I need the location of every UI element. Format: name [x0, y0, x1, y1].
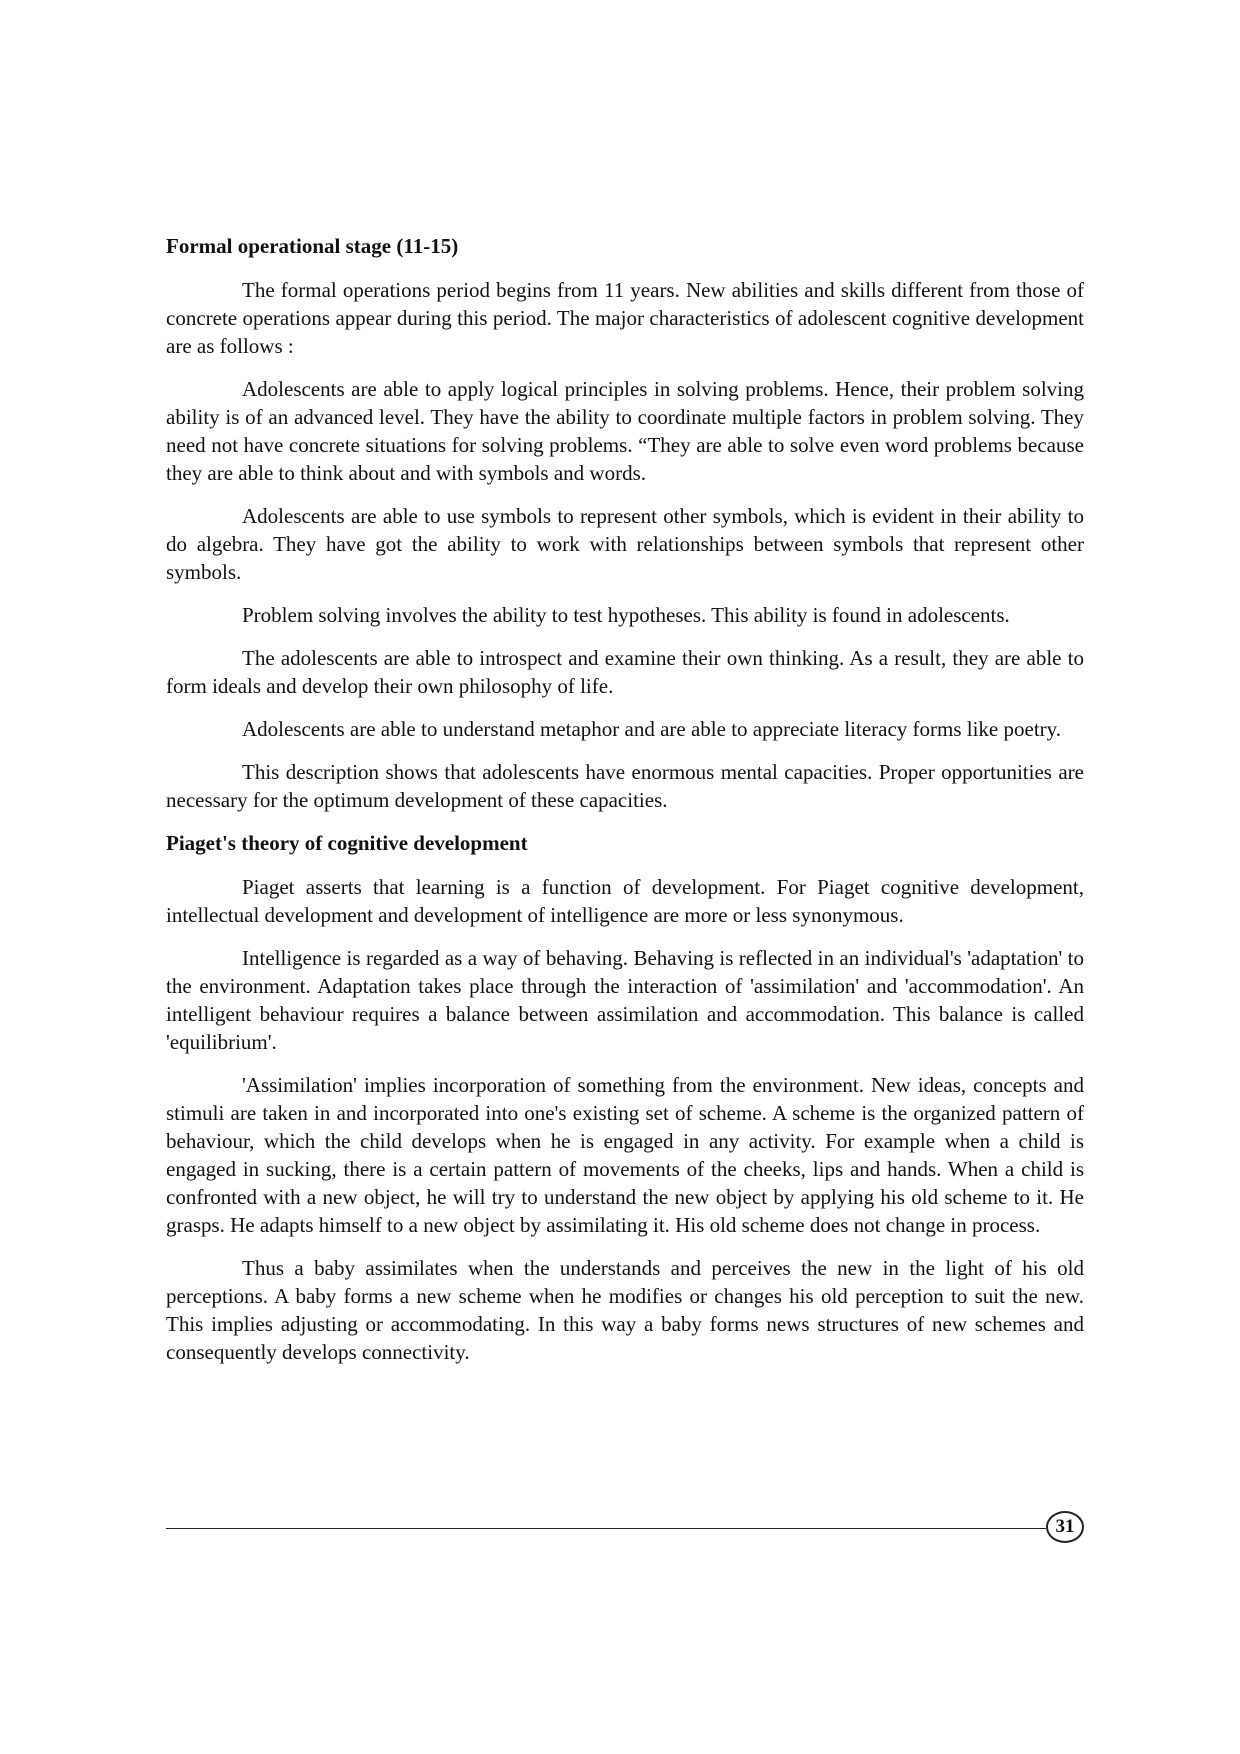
paragraph: Adolescents are able to use symbols to represent other symbols, which is evident in their ability to do algebra. They have got the ability to work with relationships between symbols that represent other symbols. — [166, 504, 1084, 584]
paragraph: Adolescents are able to apply logical principles in solving problems. Hence, their problem solving ability is of an advanced level. They have the ability to coordinate multiple factors in problem solving. They need not have concrete situations for solving problems. “They are able to solve even word problems because they are able to think about and with symbols and words. — [166, 377, 1084, 485]
paragraph: Thus a baby assimilates when the understands and perceives the new in the light of his old perceptions. A baby forms a new scheme when he modifies or changes his old perception to suit the new. This implies adjusting or accommodating. In this way a baby forms news structures of new schemes and consequently develops connectivity. — [166, 1256, 1084, 1364]
section-heading-formal-operational: Formal operational stage (11-15) — [166, 234, 459, 258]
paragraph: This description shows that adolescents have enormous mental capacities. Proper opportunities are necessary for the optimum development of these capacities. — [166, 760, 1084, 812]
paragraph: 'Assimilation' implies incorporation of something from the environment. New ideas, concepts and stimuli are taken in and incorporated into one's existing set of scheme. A scheme is the organized pattern of behaviour, which the child develops when he is engaged in any activity. For example when a child is engaged in sucking, there is a certain pattern of movements of the cheeks, lips and hands. When a child is confronted with a new object, he will try to understand the new object by applying his old scheme to it. He grasps. He adapts himself to a new object by assimilating it. His old scheme does not change in process. — [166, 1073, 1084, 1237]
paragraph: Problem solving involves the ability to test hypotheses. This ability is found in adolescents. — [242, 603, 1010, 627]
paragraph: Piaget asserts that learning is a function of development. For Piaget cognitive development, intellectual development and development of intelligence are more or less synonymous. — [166, 875, 1084, 927]
paragraph: The formal operations period begins from 11 years. New abilities and skills different from those of concrete operations appear during this period. The major characteristics of adolescent cognitive development are as follows : — [166, 278, 1084, 358]
paragraph: The adolescents are able to introspect and examine their own thinking. As a result, they are able to form ideals and develop their own philosophy of life. — [166, 646, 1084, 698]
footer-divider — [166, 1528, 1046, 1529]
page-number-badge: 31 — [1046, 1511, 1084, 1543]
section-heading-piaget-theory: Piaget's theory of cognitive development — [166, 831, 528, 855]
page-body — [166, 232, 1084, 1381]
paragraph: Adolescents are able to understand metaphor and are able to appreciate literacy forms like poetry. — [242, 717, 1062, 741]
paragraph: Intelligence is regarded as a way of behaving. Behaving is reflected in an individual's 'adaptation' to the environment. Adaptation takes place through the interaction of 'assimilation' and 'accommodation'. An intelligent behaviour requires a balance between assimilation and accommodation. This balance is called 'equilibrium'. — [166, 946, 1084, 1054]
